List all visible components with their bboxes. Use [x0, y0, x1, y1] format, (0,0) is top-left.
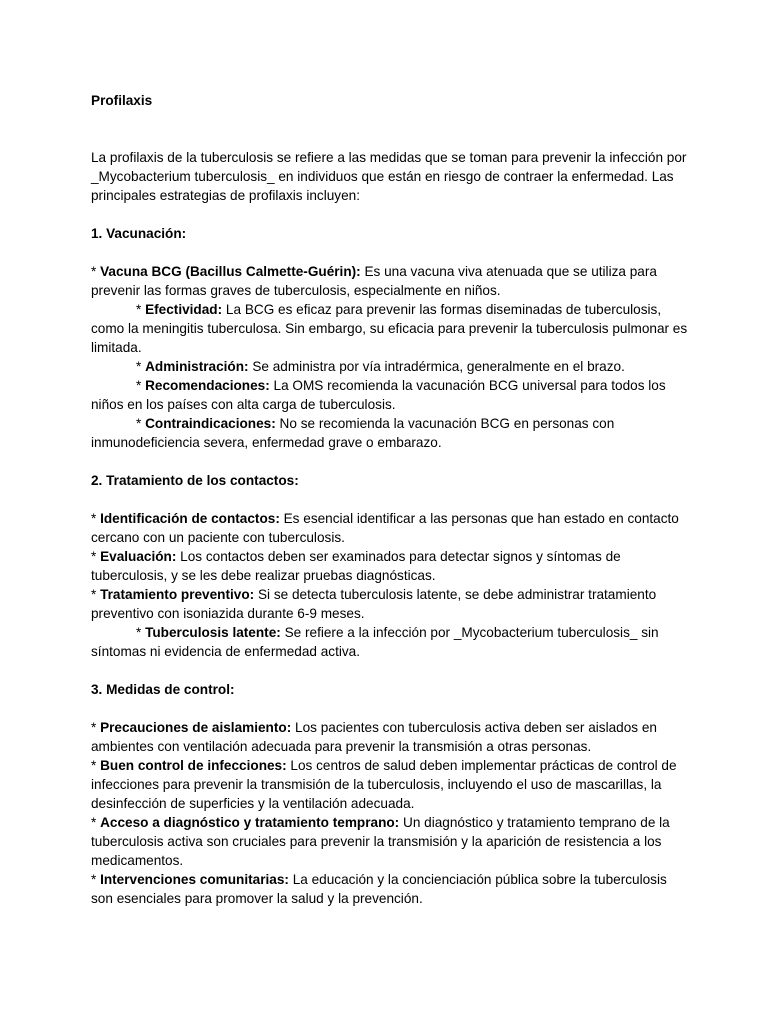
- item-text: La BCG es eficaz para prevenir las formas diseminadas de tuberculosis, como la meningitis tuberculosa. Sin embargo, su eficacia para prevenir la tuberculosis pulmonar es limitada.: [91, 302, 688, 355]
- list-item: * Tratamiento preventivo: Si se detecta tuberculosis latente, se debe administrar tratamiento preventivo con isoniazida durante 6-9 meses.: [91, 587, 657, 621]
- list-item: * Vacuna BCG (Bacillus Calmette-Guérin): Es una vacuna viva atenuada que se utiliza para prevenir las formas graves de tuberculosis, especialmente en niños.: [91, 264, 657, 298]
- spacer: [91, 699, 691, 718]
- list-item: * Buen control de infecciones: Los centros de salud deben implementar prácticas de control de infecciones para prevenir la transmisión de la tuberculosis, incluyendo el uso de mascarillas, la desinfección de superficies y la ventilación adecuada.: [91, 758, 677, 811]
- item-label: Contraindicaciones:: [145, 416, 276, 431]
- intro-paragraph: La profilaxis de la tuberculosis se refiere a las medidas que se toman para prevenir la infección por _Mycobacterium tuberculosis_ en individuos que están en riesgo de contraer la enfermedad. Las principales estrategias de profilaxis incluyen:: [91, 150, 687, 203]
- item-text: Es esencial identificar a las personas que han estado en contacto cercano con un paciente con tuberculosis.: [91, 511, 679, 545]
- list-item: * Recomendaciones: La OMS recomienda la vacunación BCG universal para todos los niños en los países con alta carga de tuberculosis.: [91, 378, 666, 412]
- item-text: Es una vacuna viva atenuada que se utiliza para prevenir las formas graves de tuberculosis, especialmente en niños.: [91, 264, 657, 298]
- list-item: * Administración: Se administra por vía intradérmica, generalmente en el brazo.: [136, 359, 625, 374]
- item-text: Los pacientes con tuberculosis activa deben ser aislados en ambientes con ventilación adecuada para prevenir la transmisión a otras personas.: [91, 720, 657, 754]
- list-item: * Precauciones de aislamiento: Los pacientes con tuberculosis activa deben ser aislados en ambientes con ventilación adecuada para prevenir la transmisión a otras personas.: [91, 720, 657, 754]
- document-title: Profilaxis: [91, 93, 153, 108]
- list-item: * Identificación de contactos: Es esencial identificar a las personas que han estado en contacto cercano con un paciente con tuberculosis.: [91, 511, 679, 545]
- item-label: Tratamiento preventivo:: [100, 587, 255, 602]
- item-label: Vacuna BCG (Bacillus Calmette-Guérin):: [100, 264, 361, 279]
- list-item: * Efectividad: La BCG es eficaz para prevenir las formas diseminadas de tuberculosis, como la meningitis tuberculosa. Sin embargo, su eficacia para prevenir la tuberculosis pulmonar es limitada.: [91, 302, 688, 355]
- item-label: Acceso a diagnóstico y tratamiento temprano:: [100, 815, 400, 830]
- spacer: [91, 243, 691, 262]
- item-text: Se administra por vía intradérmica, generalmente en el brazo.: [248, 359, 625, 374]
- item-text: La educación y la concienciación pública sobre la tuberculosis son esenciales para promover la salud y la prevención.: [91, 872, 667, 906]
- item-label: Administración:: [145, 359, 249, 374]
- spacer: [91, 205, 691, 224]
- item-label: Evaluación:: [100, 549, 177, 564]
- spacer: [91, 110, 691, 148]
- list-item: * Intervenciones comunitarias: La educación y la concienciación pública sobre la tuberculosis son esenciales para promover la salud y la prevención.: [91, 872, 667, 906]
- item-text: Si se detecta tuberculosis latente, se debe administrar tratamiento preventivo con isoniazida durante 6-9 meses.: [91, 587, 657, 621]
- list-item: * Evaluación: Los contactos deben ser examinados para detectar signos y síntomas de tuberculosis, y se les debe realizar pruebas diagnósticas.: [91, 549, 621, 583]
- document-page: [91, 91, 691, 908]
- item-text: Se refiere a la infección por _Mycobacterium tuberculosis_ sin síntomas ni evidencia de enfermedad activa.: [91, 625, 659, 659]
- item-text: Un diagnóstico y tratamiento temprano de la tuberculosis activa son cruciales para prevenir la transmisión y la aparición de resistencia a los medicamentos.: [91, 815, 670, 868]
- item-label: Recomendaciones:: [145, 378, 270, 393]
- spacer: [91, 661, 691, 680]
- spacer: [91, 490, 691, 509]
- item-label: Intervenciones comunitarias:: [100, 872, 289, 887]
- item-label: Identificación de contactos:: [100, 511, 280, 526]
- spacer: [91, 452, 691, 471]
- section-heading-vacunacion: 1. Vacunación:: [91, 226, 187, 241]
- item-text: Los contactos deben ser examinados para detectar signos y síntomas de tuberculosis, y se les debe realizar pruebas diagnósticas.: [91, 549, 621, 583]
- list-item: * Tuberculosis latente: Se refiere a la infección por _Mycobacterium tuberculosis_ sin síntomas ni evidencia de enfermedad activa.: [91, 625, 659, 659]
- item-label: Precauciones de aislamiento:: [100, 720, 292, 735]
- list-item: * Contraindicaciones: No se recomienda la vacunación BCG en personas con inmunodeficiencia severa, enfermedad grave o embarazo.: [91, 416, 615, 450]
- item-text: La OMS recomienda la vacunación BCG universal para todos los niños en los países con alta carga de tuberculosis.: [91, 378, 666, 412]
- section-heading-control: 3. Medidas de control:: [91, 682, 235, 697]
- list-item: * Acceso a diagnóstico y tratamiento temprano: Un diagnóstico y tratamiento temprano de la tuberculosis activa son cruciales para prevenir la transmisión y la aparición de resistencia a los medicamentos.: [91, 815, 670, 868]
- item-label: Buen control de infecciones:: [100, 758, 287, 773]
- item-label: Efectividad:: [145, 302, 223, 317]
- item-text: Los centros de salud deben implementar prácticas de control de infecciones para prevenir la transmisión de la tuberculosis, incluyendo el uso de mascarillas, la desinfección de superficies y la ventilación adecuada.: [91, 758, 677, 811]
- section-heading-contactos: 2. Tratamiento de los contactos:: [91, 473, 299, 488]
- item-text: No se recomienda la vacunación BCG en personas con inmunodeficiencia severa, enfermedad grave o embarazo.: [91, 416, 615, 450]
- item-label: Tuberculosis latente:: [145, 625, 281, 640]
